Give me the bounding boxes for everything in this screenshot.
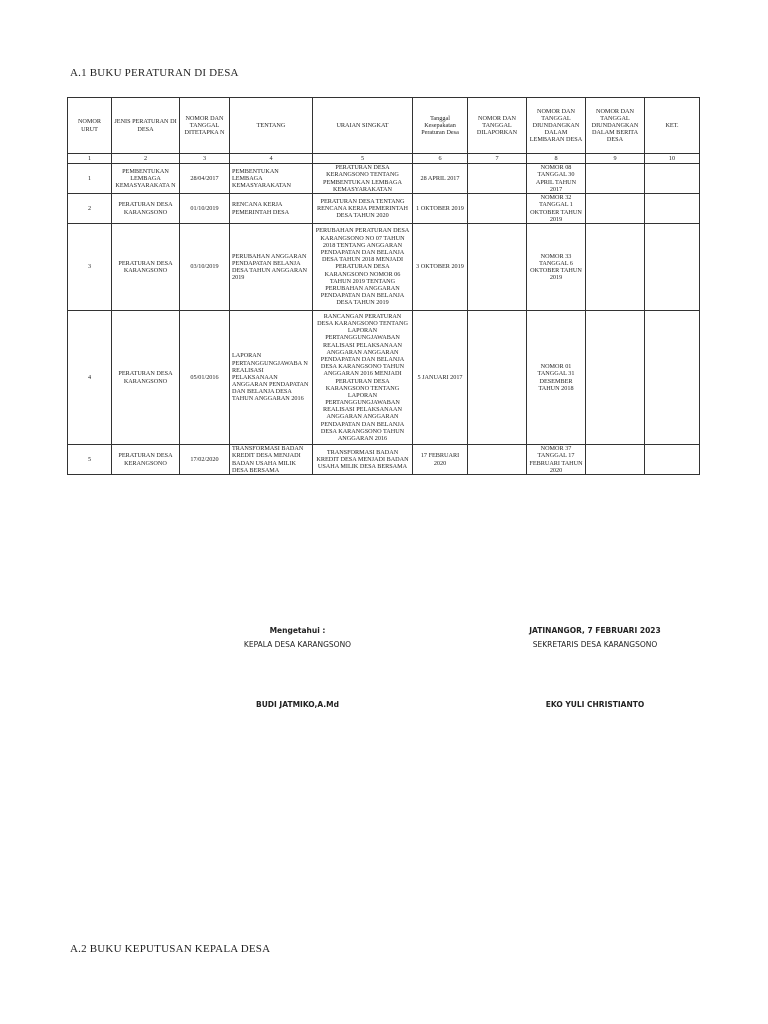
header-nomor-tanggal-ditetapkan: NOMOR DAN TANGGAL DITETAPKA N	[180, 98, 230, 154]
cell-nomor-tanggal: 03/10/2019	[180, 224, 230, 311]
cell-jenis: PEMBENTUKAN LEMBAGA KEMASYARAKATA N	[112, 164, 180, 194]
cell-dilaporkan	[468, 311, 527, 445]
cell-no: 3	[68, 224, 112, 311]
cell-tentang: TRANSFORMASI BADAN KREDIT DESA MENJADI BADAN USAHA MILIK DESA BERSAMA	[230, 445, 313, 475]
cell-no: 5	[68, 445, 112, 475]
cell-uraian: PERATURAN DESA KERANGSONO TENTANG PEMBENTUKAN LEMBAGA KEMASYARAKATAN	[313, 164, 413, 194]
cell-jenis: PERATURAN DESA KARANGSONO	[112, 224, 180, 311]
cell-jenis: PERATURAN DESA KERANGSONO	[112, 445, 180, 475]
cell-jenis: PERATURAN DESA KARANGSONO	[112, 194, 180, 224]
signature-block-kepala-desa	[230, 626, 365, 709]
cell-ket	[645, 164, 700, 194]
cell-nomor-tanggal: 17/02/2020	[180, 445, 230, 475]
column-number: 9	[586, 154, 645, 164]
cell-tgl-kesepakatan: 5 JANUARI 2017	[413, 311, 468, 445]
column-number: 8	[527, 154, 586, 164]
header-nomor-urut: NOMOR URUT	[68, 98, 112, 154]
cell-berita	[586, 445, 645, 475]
header-lembaran-desa: NOMOR DAN TANGGAL DIUNDANGKAN DALAM LEMBARAN DESA	[527, 98, 586, 154]
header-tentang: TENTANG	[230, 98, 313, 154]
cell-lembaran: NOMOR 32 TANGGAL 1 OKTOBER TAHUN 2019	[527, 194, 586, 224]
cell-uraian: PERUBAHAN PERATURAN DESA KARANGSONO NO 07 TAHUN 2018 TENTANG ANGGARAN PENDAPATAN DAN BELANJA DESA TAHUN 2018 MENJADI PERATURAN DESA KARANGSONO NOMOR 06 TAHUN 2019 TENTANG PERUBAHAN ANGGARAN PENDAPATAN DAN BELANJA DESA TAHUN 2019	[313, 224, 413, 311]
cell-ket	[645, 224, 700, 311]
cell-nomor-tanggal: 01/10/2019	[180, 194, 230, 224]
cell-uraian: PERATURAN DESA TENTANG RENCANA KERJA PEMERINTAH DESA TAHUN 2020	[313, 194, 413, 224]
cell-dilaporkan	[468, 445, 527, 475]
cell-nomor-tanggal: 05/01/2016	[180, 311, 230, 445]
table-row	[68, 311, 700, 445]
cell-berita	[586, 311, 645, 445]
peraturan-desa-table	[67, 97, 700, 475]
cell-tgl-kesepakatan: 3 OKTOBER 2019	[413, 224, 468, 311]
signature-position: KEPALA DESA KARANGSONO	[243, 640, 352, 649]
cell-ket	[645, 445, 700, 475]
column-number: 3	[180, 154, 230, 164]
table-row	[68, 224, 700, 311]
cell-uraian: TRANSFORMASI BADAN KREDIT DESA MENJADI BADAN USAHA MILIK DESA BERSAMA	[313, 445, 413, 475]
signature-block-sekretaris-desa	[520, 626, 670, 709]
signature-name: EKO YULI CHRISTIANTO	[545, 700, 645, 709]
cell-dilaporkan	[468, 194, 527, 224]
table-header-row	[68, 98, 700, 154]
signature-position: SEKRETARIS DESA KARANGSONO	[532, 640, 658, 649]
header-jenis-peraturan: JENIS PERATURAN DI DESA	[112, 98, 180, 154]
cell-lembaran: NOMOR 33 TANGGAL 6 OKTOBER TAHUN 2019	[527, 224, 586, 311]
header-ket: KET.	[645, 98, 700, 154]
cell-dilaporkan	[468, 224, 527, 311]
column-number: 10	[645, 154, 700, 164]
signature-label: Mengetahui :	[269, 626, 326, 635]
header-tanggal-kesepakatan: Tanggal Kesepakatan Peraturan Desa	[413, 98, 468, 154]
signature-place-date: JATINANGOR, 7 FEBRUARI 2023	[529, 626, 661, 635]
column-number: 6	[413, 154, 468, 164]
cell-lembaran: NOMOR 08 TANGGAL 30 APRIL TAHUN 2017	[527, 164, 586, 194]
column-number: 1	[68, 154, 112, 164]
section-title-buku-keputusan: A.2 BUKU KEPUTUSAN KEPALA DESA	[70, 943, 271, 955]
cell-lembaran: NOMOR 37 TANGGAL 17 FEBRUARI TAHUN 2020	[527, 445, 586, 475]
column-number: 4	[230, 154, 313, 164]
cell-ket	[645, 194, 700, 224]
column-number-row	[68, 154, 700, 164]
cell-dilaporkan	[468, 164, 527, 194]
table-row	[68, 445, 700, 475]
table-row	[68, 194, 700, 224]
column-number: 2	[112, 154, 180, 164]
cell-tentang: PEMBENTUKAN LEMBAGA KEMASYARAKATAN	[230, 164, 313, 194]
cell-no: 2	[68, 194, 112, 224]
cell-lembaran: NOMOR 01 TANGGAL 31 DESEMBER TAHUN 2018	[527, 311, 586, 445]
header-berita-desa: NOMOR DAN TANGGAL DIUNDANGKAN DALAM BERITA DESA	[586, 98, 645, 154]
cell-no: 4	[68, 311, 112, 445]
column-number: 7	[468, 154, 527, 164]
header-uraian-singkat: URAIAN SINGKAT	[313, 98, 413, 154]
cell-tgl-kesepakatan: 1 OKTOBER 2019	[413, 194, 468, 224]
cell-no: 1	[68, 164, 112, 194]
cell-tentang: PERUBAHAN ANGGARAN PENDAPATAN BELANJA DESA TAHUN ANGGARAN 2019	[230, 224, 313, 311]
cell-nomor-tanggal: 28/04/2017	[180, 164, 230, 194]
cell-ket	[645, 311, 700, 445]
cell-tentang: RENCANA KERJA PEMERINTAH DESA	[230, 194, 313, 224]
cell-berita	[586, 164, 645, 194]
signature-name: BUDI JATMIKO,A.Md	[256, 700, 339, 709]
table-row	[68, 164, 700, 194]
cell-jenis: PERATURAN DESA KARANGSONO	[112, 311, 180, 445]
column-number: 5	[313, 154, 413, 164]
cell-uraian: RANCANGAN PERATURAN DESA KARANGSONO TENTANG LAPORAN PERTANGGUNGJAWABAN REALISASI PELAKSANAAN ANGGARAN ANGGARAN PENDAPATAN DAN BELANJA DESA KARANGSONO TAHUN ANGGARAN 2016 MENJADI PERATURAN DESA KARANGSONO TENTANG LAPORAN PERTANGGUNGJAWABAN REALISASI PELAKSANAAN ANGGARAN ANGGARAN PENDAPATAN DAN BELANJA DESA KARANGSONO TAHUN ANGGARAN 2016	[313, 311, 413, 445]
cell-berita	[586, 194, 645, 224]
cell-tentang: LAPORAN PERTANGGUNGJAWABA N REALISASI PELAKSANAAN ANGGARAN PENDAPATAN DAN BELANJA DESA TAHUN ANGGARAN 2016	[230, 311, 313, 445]
header-dilaporkan: NOMOR DAN TANGGAL DILAPORKAN	[468, 98, 527, 154]
section-title-buku-peraturan: A.1 BUKU PERATURAN DI DESA	[70, 67, 239, 79]
cell-tgl-kesepakatan: 17 FEBRUARI 2020	[413, 445, 468, 475]
cell-berita	[586, 224, 645, 311]
cell-tgl-kesepakatan: 28 APRIL 2017	[413, 164, 468, 194]
